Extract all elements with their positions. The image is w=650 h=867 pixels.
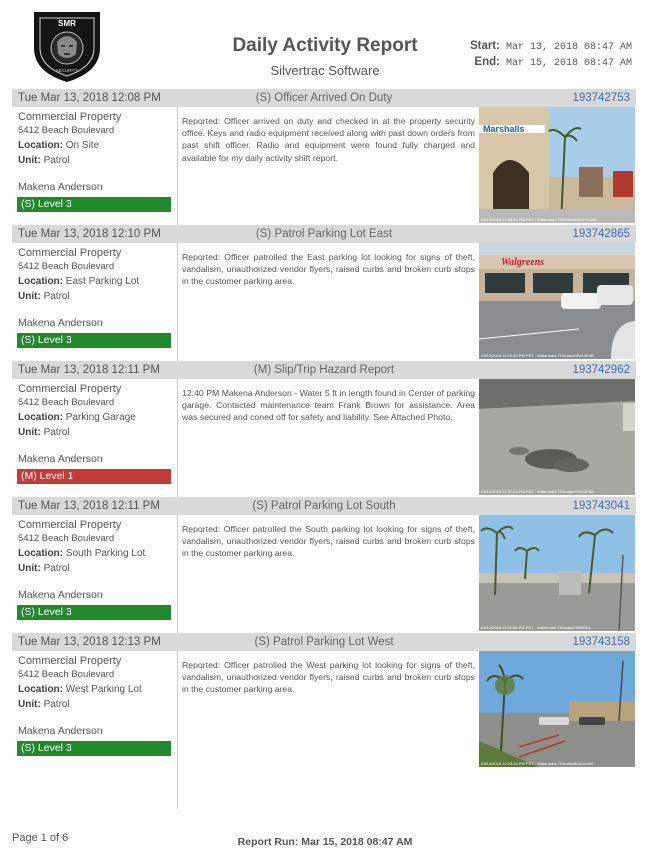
unit-value: Patrol [43, 427, 70, 438]
report-header [0, 0, 650, 90]
end-label: End: [474, 56, 500, 68]
location-value: East Parking Lot [65, 276, 140, 287]
property-address: 5412 Beach Boulevard [18, 125, 115, 136]
location-row [18, 412, 178, 423]
entry-header [12, 89, 636, 107]
unit-value: Patrol [43, 291, 70, 302]
report-text: 12:40 PM Makena Anderson - Water 5 ft in length found in Center of parking garage. Contacted maintenance team Frank Brown for assistance. Area was secured and coned off for safety and liability. See Attached Photo. [182, 388, 475, 423]
entry-id-link[interactable]: 193743041 [572, 500, 630, 512]
end-value: Mar 15, 2018 08:47 AM [505, 58, 632, 69]
entry-header [12, 361, 636, 379]
unit-row [18, 699, 178, 710]
activity-entry [12, 497, 636, 633]
entry-activity-title: (S) Patrol Parking Lot East [255, 228, 393, 240]
column-divider [177, 243, 178, 361]
report-run-timestamp: Report Run: Mar 15, 2018 08:47 AM [237, 836, 413, 848]
entry-photo[interactable] [479, 515, 635, 631]
unit-label: Unit: [18, 699, 41, 710]
svg-text:SECURITY: SECURITY [55, 68, 79, 73]
level-badge: (S) Level 3 [17, 197, 171, 212]
photo-caption: 03/13/2018 12:13:34 PM PST - Watermark TR/makeB0A3416B [481, 761, 593, 766]
location-label: Location: [18, 684, 63, 695]
property-name: Commercial Property [18, 519, 122, 531]
entry-datetime: Tue Mar 13, 2018 12:08 PM [18, 92, 161, 104]
report-text: Reported: Officer patrolled the South parking lot looking for signs of theft, vandalism, unauthorized vendor flyers, raised curbs and broken curb stops in the customer parking area. [182, 524, 475, 559]
level-badge: (M) Level 1 [17, 469, 171, 484]
entry-id-link[interactable]: 193742865 [572, 228, 630, 240]
property-address: 5412 Beach Boulevard [18, 397, 115, 408]
start-label: Start: [469, 40, 500, 52]
entry-datetime: Tue Mar 13, 2018 12:13 PM [18, 636, 161, 648]
location-row [18, 140, 178, 151]
officer-name: Makena Anderson [18, 589, 103, 601]
entry-activity-title: (S) Patrol Parking Lot West [254, 636, 394, 648]
location-label: Location: [18, 140, 63, 151]
property-name: Commercial Property [18, 111, 122, 123]
svg-text:SMR: SMR [58, 19, 76, 28]
entry-details [18, 519, 178, 574]
property-address: 5412 Beach Boulevard [18, 261, 115, 272]
officer-name: Makena Anderson [18, 317, 103, 329]
start-value: Mar 13, 2018 08:47 AM [505, 42, 632, 53]
entry-datetime: Tue Mar 13, 2018 12:10 PM [18, 228, 161, 240]
unit-row [18, 427, 178, 438]
location-label: Location: [18, 548, 63, 559]
unit-row [18, 155, 178, 166]
property-name: Commercial Property [18, 655, 122, 667]
entry-header [12, 225, 636, 243]
unit-value: Patrol [43, 699, 70, 710]
photo-caption: 03/13/2018 12:10:32 PM PST - Watermark TR/makeDFA13E4B [481, 353, 594, 358]
level-badge: (S) Level 3 [17, 605, 171, 620]
report-text: Reported: Officer arrived on duty and checked in at the property security office. Keys and radio equipment received along with past down orders from past shift officer. Radio and equipment were found fully charged and available for my daily activity shift report. [182, 116, 475, 163]
report-text: Reported: Officer patrolled the West parking lot looking for signs of theft, vandalism, unauthorized vendor flyers, raised curbs and broken curb stops in the customer parking area. [182, 660, 475, 695]
entry-id-link[interactable]: 193742962 [572, 364, 630, 376]
column-divider [177, 515, 178, 633]
report-title: Daily Activity Report [232, 35, 418, 56]
activity-list [12, 89, 636, 769]
svg-text:Walgreens: Walgreens [501, 257, 545, 268]
report-subtitle: Silvertrac Software [270, 63, 380, 78]
officer-name: Makena Anderson [18, 181, 103, 193]
column-divider [177, 379, 178, 497]
unit-label: Unit: [18, 155, 41, 166]
level-badge: (S) Level 3 [17, 333, 171, 348]
entry-activity-title: (M) Slip/Trip Hazard Report [253, 364, 395, 376]
column-divider-tail [177, 769, 178, 809]
property-address: 5412 Beach Boulevard [18, 669, 115, 680]
entry-photo[interactable] [479, 243, 635, 359]
location-label: Location: [18, 276, 63, 287]
photo-caption: 03/13/2018 12:08:54 PM PST - Watermark TR/maketASDFFCGE [481, 217, 597, 222]
location-value: West Parking Lot [65, 684, 142, 695]
unit-row [18, 291, 178, 302]
officer-name: Makena Anderson [18, 725, 103, 737]
entry-details [18, 111, 178, 166]
entry-photo[interactable] [479, 651, 635, 767]
entry-header [12, 497, 636, 515]
unit-row [18, 563, 178, 574]
entry-activity-title: (S) Patrol Parking Lot South [252, 500, 396, 512]
photo-caption: 03/13/2018 12:37:44 PM PST - Watermark TR/makeTH4C2F8E [481, 489, 594, 494]
location-row [18, 548, 178, 559]
report-text: Reported: Officer patrolled the East parking lot looking for signs of theft, vandalism, unauthorized vendor flyers, raised curbs and broken curb stops in the customer parking area. [182, 252, 475, 287]
unit-label: Unit: [18, 291, 41, 302]
svg-text:Marshalls: Marshalls [483, 124, 525, 134]
entry-id-link[interactable]: 193742753 [572, 92, 630, 104]
entry-photo[interactable] [479, 107, 635, 223]
unit-label: Unit: [18, 563, 41, 574]
date-range [470, 38, 632, 70]
entry-datetime: Tue Mar 13, 2018 12:11 PM [18, 364, 160, 376]
entry-id-link[interactable]: 193743158 [572, 636, 630, 648]
entry-details [18, 655, 178, 710]
photo-caption: 03/13/2018 12:11:58 PM PST - Watermark TR/make73B0D14 [481, 625, 591, 630]
page-number: Page 1 of 6 [12, 832, 69, 844]
company-logo [30, 8, 104, 84]
entry-activity-title: (S) Officer Arrived On Duty [255, 92, 393, 104]
entry-details [18, 383, 178, 438]
activity-entry [12, 225, 636, 361]
location-value: Parking Garage [65, 412, 136, 423]
location-row [18, 276, 178, 287]
unit-value: Patrol [43, 563, 70, 574]
entry-datetime: Tue Mar 13, 2018 12:11 PM [18, 500, 160, 512]
property-address: 5412 Beach Boulevard [18, 533, 115, 544]
unit-label: Unit: [18, 427, 41, 438]
activity-entry [12, 361, 636, 497]
column-divider [177, 107, 178, 225]
officer-name: Makena Anderson [18, 453, 103, 465]
property-name: Commercial Property [18, 247, 122, 259]
activity-entry [12, 89, 636, 225]
entry-details [18, 247, 178, 302]
level-badge: (S) Level 3 [17, 741, 171, 756]
location-value: South Parking Lot [65, 548, 146, 559]
location-row [18, 684, 178, 695]
location-label: Location: [18, 412, 63, 423]
activity-entry [12, 633, 636, 769]
unit-value: Patrol [43, 155, 70, 166]
column-divider [177, 651, 178, 769]
entry-header [12, 633, 636, 651]
entry-photo[interactable] [479, 379, 635, 495]
property-name: Commercial Property [18, 383, 122, 395]
location-value: On Site [65, 140, 100, 151]
